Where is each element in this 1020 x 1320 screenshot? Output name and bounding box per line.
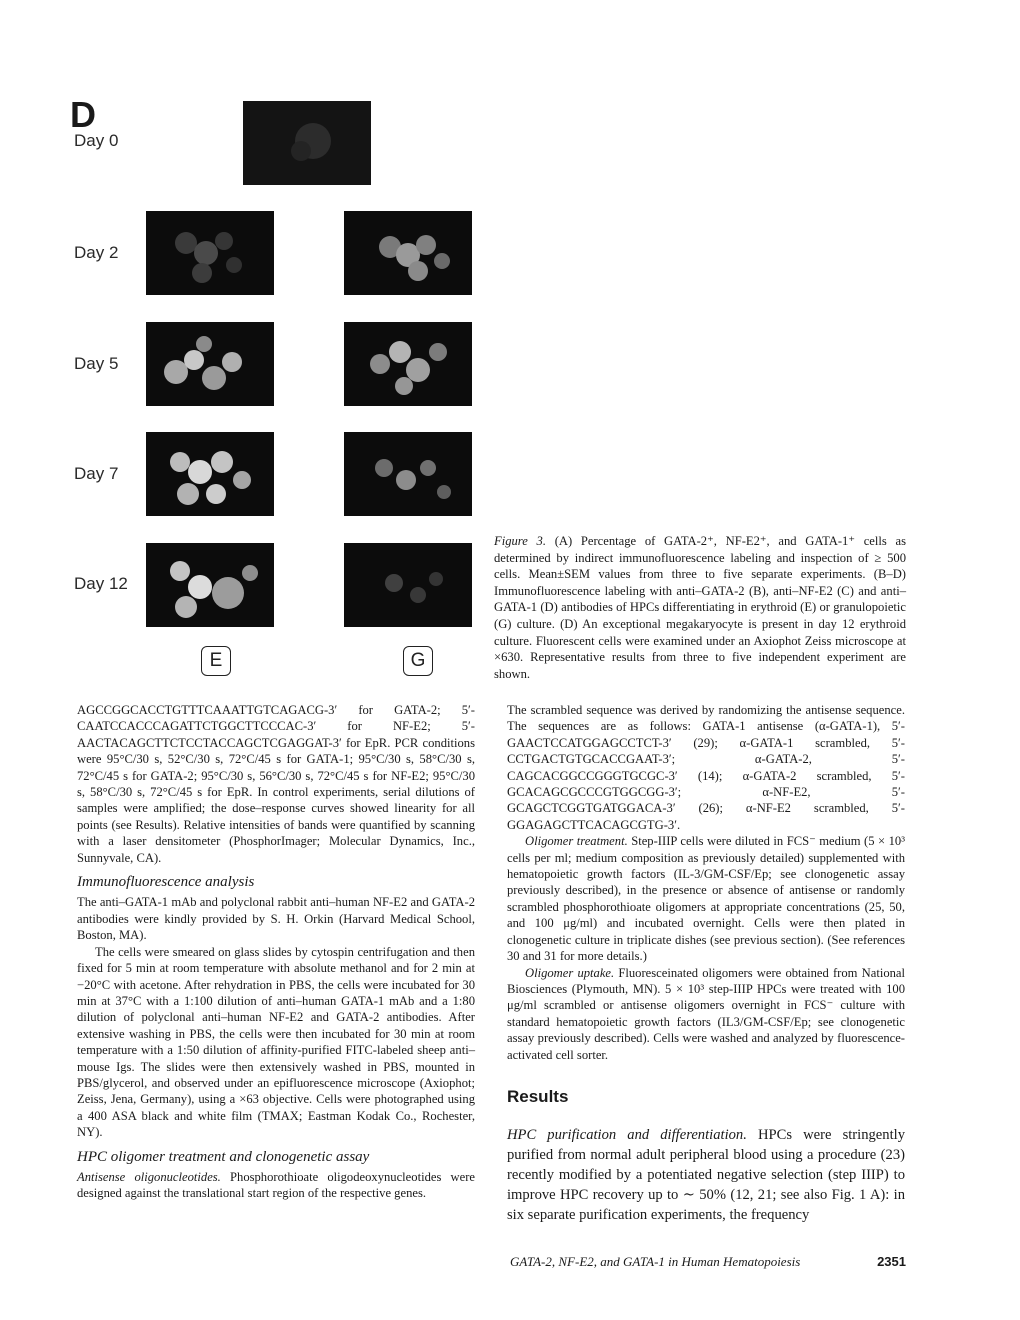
figure-caption [494, 533, 906, 682]
page-number: 2351 [877, 1254, 906, 1269]
micrograph-day7-erythroid [146, 432, 274, 516]
day-label-12: Day 12 [74, 574, 128, 593]
day-label-0: Day 0 [74, 131, 119, 150]
day-label-5: Day 5 [74, 354, 119, 373]
oligomer-treatment-paragraph [507, 833, 905, 964]
right-column [507, 702, 905, 1225]
micrograph-day7-granulopoietic [344, 432, 472, 516]
oligomer-uptake-lead: Oligomer uptake. [525, 965, 615, 980]
antibodies-paragraph: The anti–GATA-1 mAb and polyclonal rabbit anti–human NF-E2 and GATA-2 antibodies were kindly provided by S. H. Orkin (Harvard Medical School, Boston, MA). [77, 895, 475, 943]
figure-caption-label: Figure 3. [494, 534, 546, 548]
antisense-paragraph [77, 1169, 475, 1202]
antisense-text: Phosphorothioate oligodeoxynucleotides were designed against the translational start region of the respective genes. [77, 1169, 475, 1201]
culture-label-granulopoietic: G [403, 646, 433, 676]
results-paragraph [507, 1125, 905, 1225]
micrograph-day5-granulopoietic [344, 322, 472, 406]
figure-caption-text: (A) Percentage of GATA-2⁺, NF-E2⁺, and GATA-1⁺ cells as determined by indirect immunofluorescence labeling and inspection of ≥ 500 cells. Mean±SEM values from three to five separate experiments. (B–D) Immunofluorescence labeling with anti–GATA-2 (B), anti–NF-E2 (C) and anti–GATA-1 (D) antibodies of HPCs differentiating in erythroid (E) or granulopoietic (G) culture. (D) An exceptional megakaryocyte is present in day 12 erythroid culture. Fluorescent cells were examined under an Axiophot Zeiss microscope at ×630. Representative results from three to five independent experiment are shown. [494, 534, 906, 681]
micrograph-day5-erythroid [146, 322, 274, 406]
scrambled-sequence-paragraph: The scrambled sequence was derived by randomizing the antisense sequence. The sequences are as follows: GATA-1 antisense (α-GATA-1), 5′-GAACTCCATGGAGCCTCT-3′ (29); α-GATA-1 scrambled, 5′-CCTGACTGTGCACCGAAT-3′; α-GATA-2, 5′-CAGCACGGCCGGGTGCGC-3′ (14); α-GATA-2 scrambled, 5′-GCACAGCGCCCGTGGCGG-3′; α-NF-E2, 5′-GCAGCTCGGTGATGGACA-3′ (26); α-NF-E2 scrambled, 5′-GGAGAGCTTCACAGCGTG-3′. [507, 703, 905, 832]
oligomer-uptake-text: Fluoresceinated oligomers were obtained from National Biosciences (Plymouth, MN). 5 × 10³ step-IIIP HPCs were treated with 100 μg/ml scrambled or antisense oligomers overnight in FCS⁻ culture with standard hematopoietic growth factors (IL3/GM-CSF/Ep; see clonogenetic assay previously described). Cells were washed and analyzed by fluorescence-activated cell sorter. [507, 965, 906, 1062]
figure-panel-letter: D [70, 94, 96, 135]
oligomer-assay-heading: HPC oligomer treatment and clonogenetic assay [77, 1148, 370, 1165]
micrograph-day12-granulopoietic [344, 543, 472, 627]
immunofluorescence-heading: Immunofluorescence analysis [77, 874, 255, 891]
oligomer-treatment-text: Step-IIIP cells were diluted in FCS⁻ medium (5 × 10³ cells per ml; medium composition as previously detailed) supplemented with hematopoietic growth factors (IL-3/GM-CSF/Ep; see clonogenetic assay previously described), in the presence or absence of antisense or randomly scrambled phosphorothioate oligomers at appropriate concentrations (25, 50, and 100 μg/ml) and incubated overnight. Cells were then plated in clonogenetic culture in triplicate dishes (see previous section). (See references 30 and 31 for more details.) [507, 834, 905, 964]
micrograph-day0 [243, 101, 371, 185]
day-label-7: Day 7 [74, 464, 119, 483]
culture-label-erythroid: E [201, 646, 231, 676]
micrograph-day2-granulopoietic [344, 211, 472, 295]
page-footer [510, 1254, 906, 1270]
oligomer-uptake-paragraph [507, 965, 905, 1063]
results-lead: HPC purification and differentiation. [507, 1127, 747, 1144]
pcr-primers-paragraph: AGCCGGCACCTGTTTCAAATTGTCAGACG-3′ for GATA-2; 5′-CAATCCACCCAGATTCTGGCTTCCCAC-3′ for NF-E2; 5′-AACTACAGCTTCTCCTACCAGCTCGAGGAT-3′ for EpR. PCR conditions were 95°C/30 s, 52°C/30 s, 72°C/45 s for GATA-1; 95°C/30 s, 58°C/30 s, 72°C/45 s for GATA-2; 95°C/30 s, 56°C/30 s, 72°C/45 s for NF-E2; 95°C/30 s, 58°C/30 s, 72°C/45 s for EpR. In control experiments, serial dilutions of samples were amplified; the dose–response curves showed linearity for all points (see Results). Relative intensities of bands were quantified by scanning with a laser densitometer (PhosphorImager; Molecular Dynamics, Inc., Sunnyvale, CA). [77, 703, 475, 865]
results-text: HPCs were stringently purified from normal adult peripheral blood using a procedure (23) recently modified by a potentiated negative selection (step IIIP) to improve HPC recovery up to ∼ 50% (12, 21; see also Fig. 1 A): in six separate purification experiments, the frequency [507, 1127, 905, 1224]
micrograph-day2-erythroid [146, 211, 274, 295]
day-label-2: Day 2 [74, 243, 119, 262]
results-heading: Results [507, 1086, 569, 1106]
cytospin-paragraph: The cells were smeared on glass slides by cytospin centrifugation and then fixed for 5 min at room temperature with absolute methanol and for 2 min at −20°C with acetone. After rehydration in PBS, the cells were incubated for 30 min at 37°C with a 1:100 dilution of anti–human GATA-1 mAb and a 1:80 dilution of polyclonal anti–human NF-E2 and GATA-2 antibodies. After extensive washing in PBS, the cells were then incubated for 30 min at room temperature with a 1:50 dilution of affinity-purified FITC-labeled sheep anti–mouse Igs. The slides were then extensively washed in PBS, mounted in PBS/glycerol, and observed under an epifluorescence microscope (Axiophot; Zeiss, Jena, Germany), using a ×63 objective. Cells were photographed using a 400 ASA black and white film (TMAX; Eastman Kodak Co., Rochester, NY). [77, 944, 475, 1140]
micrograph-day12-erythroid [146, 543, 274, 627]
oligomer-treatment-lead: Oligomer treatment. [525, 834, 628, 849]
left-column [77, 702, 475, 1202]
antisense-lead: Antisense oligonucleotides. [77, 1169, 221, 1184]
running-title: GATA-2, NF-E2, and GATA-1 in Human Hematopoiesis [510, 1254, 801, 1269]
